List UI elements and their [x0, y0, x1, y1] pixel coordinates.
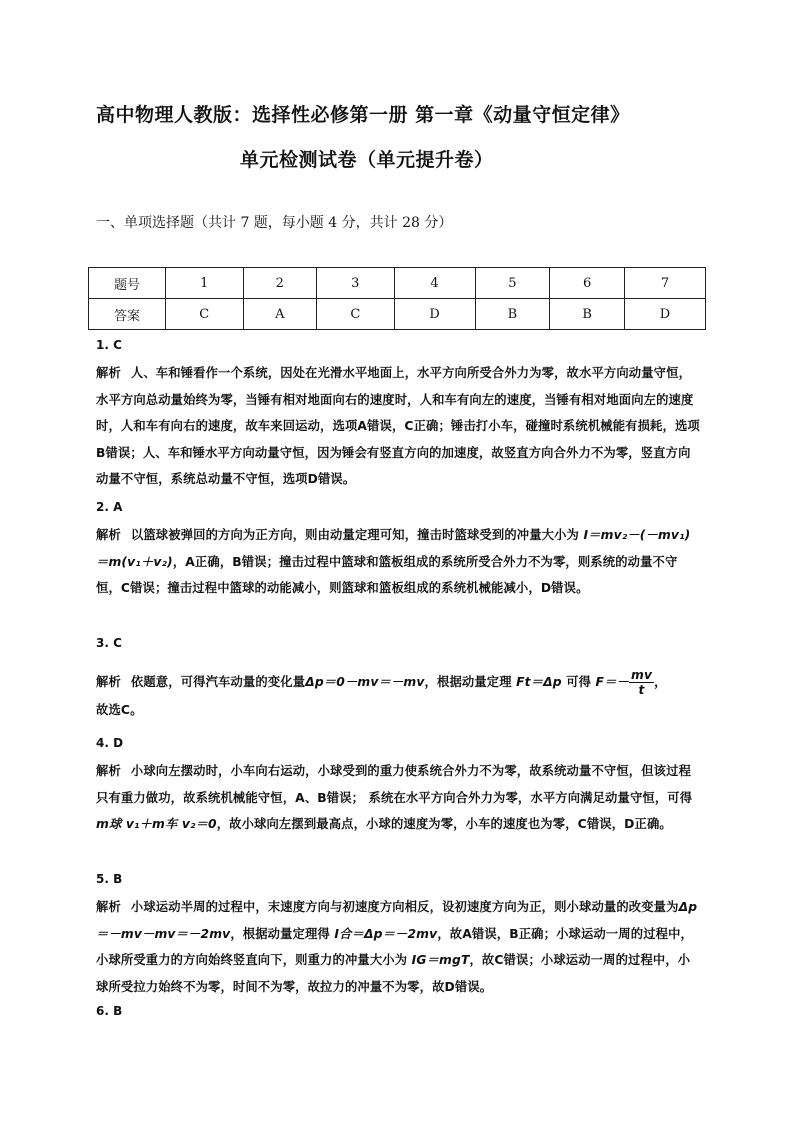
table-row: [89, 268, 706, 299]
question-number: 3. C: [96, 636, 122, 650]
solution-text: 人、车和锤看作一个系统，因处在光滑水平地面上，水平方向所受合外力为零，故水平方向动量守恒，水平方向总动量始终为零，当锤有相对地面向右的速度时，人和车有向左的速度，当锤有相对地面向左的速度时，人和车有向右的速度，故车来回运动，选项A错误，C正确；锤击打小车，碰撞时系统机械能有损耗，选项B错误；人、车和锤水平方向动量守恒，因为锤会有竖直方向的加速度，故竖直方向合外力不为零，竖直方向动量不守恒，系统总动量不守恒，选项D错误。: [96, 366, 700, 486]
solution-text: ，故A错误，B正确；小球运动一周的过程中，小球所受重力的方向始终竖直向下，则重力的冲量大小为: [96, 926, 693, 967]
solution-text: ，根据动量定理得: [230, 926, 335, 941]
table-cell: D: [394, 299, 475, 330]
solution-text: 故选C。: [96, 703, 143, 717]
question-number: 2. A: [96, 500, 123, 514]
solution-label: 解析: [96, 900, 121, 914]
solution-text: ，故小球向左摆到最高点，小球的速度为零，小车的速度也为零，C错误，D正确。: [216, 817, 672, 831]
solution-text: ，: [654, 675, 667, 689]
solution-label: 解析: [96, 675, 121, 689]
solution-text: 以篮球被弹回的方向为正方向，则由动量定理可知，撞击时篮球受到的冲量大小为: [130, 528, 584, 542]
solution-text: ，故C错误；小球运动一周的过程中，小球所受拉力始终不为零，时间不为零，故拉力的冲量不为零，故D错误。: [96, 953, 691, 994]
solution-paragraph: [96, 522, 702, 602]
solution-text: ，A正确，B错误；撞击过程中篮球和篮板组成的系统所受合外力不为零，则系统的动量不守恒，C错误；撞击过程中篮球的动能减小，则篮球和篮板组成的系统机械能减小，D错误。: [96, 554, 678, 595]
solution-label: 解析: [96, 366, 121, 380]
table-cell: 3: [317, 268, 395, 299]
section-heading: 一、单项选择题（共计 7 题，每小题 4 分，共计 28 分）: [96, 215, 453, 231]
formula: Δp＝－mv－mv＝－2mv: [96, 900, 698, 941]
table-cell: 5: [475, 268, 550, 299]
formula: IG＝mgT: [411, 953, 470, 967]
solution-label: 解析: [96, 528, 121, 542]
solution-paragraph: [96, 360, 702, 493]
question-number: 4. D: [96, 736, 124, 750]
table-cell: C: [166, 299, 244, 330]
formula: Ft＝Δp: [516, 675, 562, 689]
table-row: [89, 299, 706, 330]
solution-paragraph: [96, 894, 702, 1000]
document-title: 高中物理人教版：选择性必修第一册 第一章《动量守恒定律》: [96, 104, 630, 126]
table-cell: 4: [394, 268, 475, 299]
solution-text: 可得: [561, 675, 596, 689]
solution-paragraph: [96, 758, 702, 838]
table-cell: D: [625, 299, 706, 330]
table-cell: B: [475, 299, 550, 330]
solution-text: 小球运动半周的过程中，末速度方向与初速度方向相反，设初速度方向为正，则小球动量的改变量为: [130, 900, 679, 914]
solution-paragraph: [96, 668, 702, 724]
table-cell: 1: [166, 268, 244, 299]
table-cell: 6: [550, 268, 625, 299]
formula: m球 v₁＋m车 v₂＝0: [96, 817, 217, 831]
solution-text: 依题意，可得汽车动量的变化量: [130, 675, 306, 689]
fraction-numerator: mv: [630, 668, 653, 682]
fraction: [629, 668, 654, 697]
document-subtitle: 单元检测试卷（单元提升卷）: [240, 149, 494, 171]
solution-text: 小球向左摆动时，小车向右运动，小球受到的重力使系统合外力不为零，故系统动量不守恒，但该过程只有重力做功，故系统机械能守恒，A、B错误； 系统在水平方向合外力为零，水平方向满足动量守恒，可得: [96, 764, 693, 805]
formula: I＝mv₂－(－mv₁)＝m(v₁＋v₂): [96, 528, 691, 569]
question-number: 6. B: [96, 1004, 123, 1018]
solution-text: ，根据动量定理: [424, 675, 517, 689]
solution-label: 解析: [96, 764, 121, 778]
formula: I合＝Δp＝－2mv: [334, 926, 438, 941]
table-cell: C: [317, 299, 395, 330]
table-cell: A: [243, 299, 317, 330]
question-number: 1. C: [96, 338, 122, 352]
answer-table: [88, 267, 706, 330]
table-header-cell: 题号: [89, 268, 166, 299]
table-cell: 2: [243, 268, 317, 299]
table-header-cell: 答案: [89, 299, 166, 330]
fraction-denominator: t: [638, 683, 645, 697]
question-number: 5. B: [96, 872, 123, 886]
table-cell: 7: [625, 268, 706, 299]
formula: F＝－: [595, 675, 629, 689]
table-cell: B: [550, 299, 625, 330]
formula: Δp＝0－mv＝－mv: [305, 675, 425, 689]
